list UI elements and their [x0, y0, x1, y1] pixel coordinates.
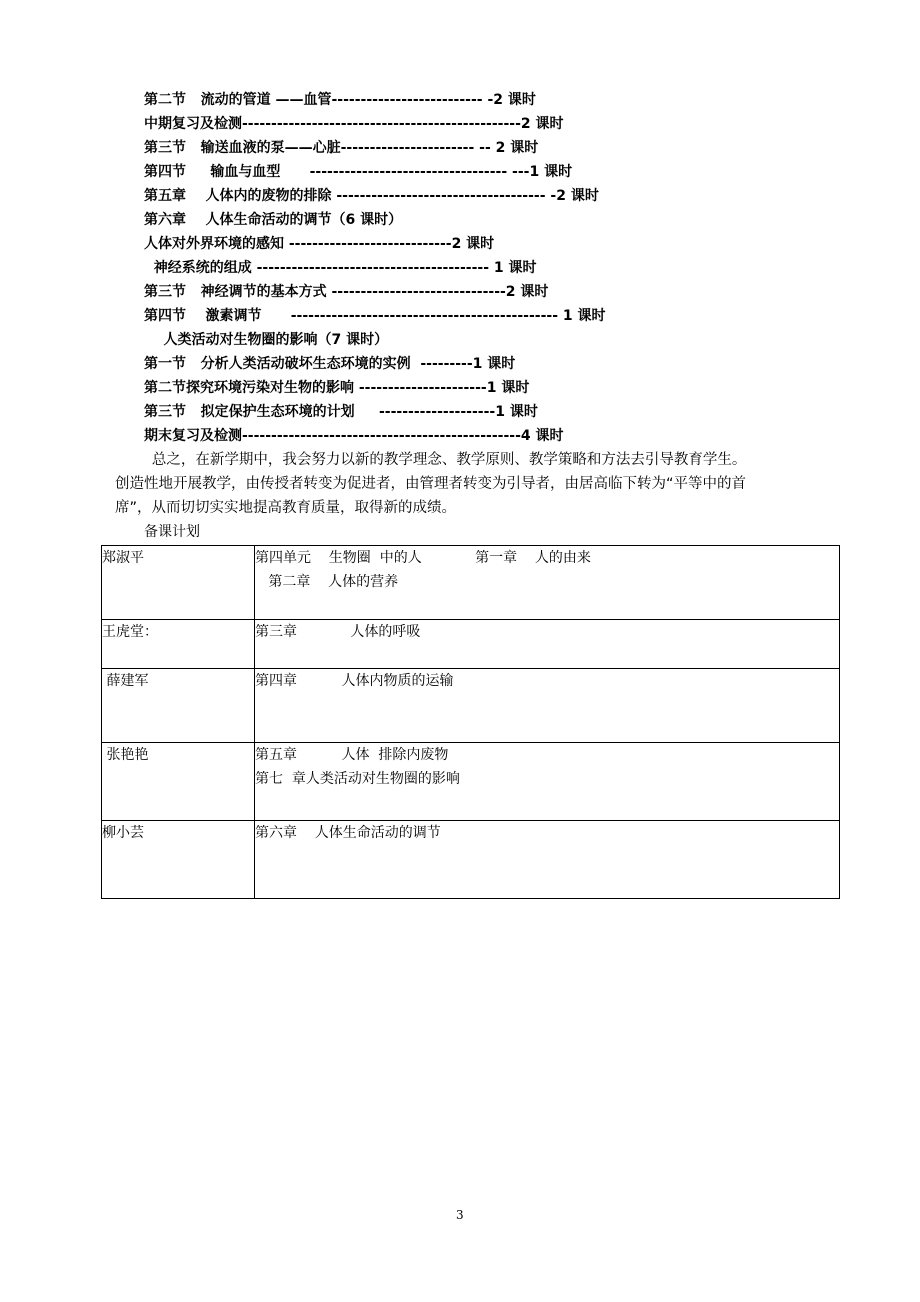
- schedule-line: 第二节探究环境污染对生物的影响 ----------------------1 课时: [144, 380, 530, 396]
- schedule-line: 第三节 输送血液的泵——心脏----------------------- -- 2 课时: [144, 140, 539, 156]
- teacher-cell: 王虎堂：: [102, 620, 255, 669]
- schedule-line: 期末复习及检测------------------------------------------------4 课时: [144, 428, 564, 444]
- content-cell: 第三章 人体的呼吸: [255, 620, 840, 669]
- teacher-cell: 郑淑平: [102, 546, 255, 620]
- schedule-line: 第二节 流动的管道 ——血管-------------------------- -2 课时: [144, 92, 536, 108]
- table-row: [102, 669, 840, 743]
- schedule-line: 第三节 拟定保护生态环境的计划 --------------------1 课时: [144, 404, 538, 420]
- content-cell: 第四单元 生物圈 中的人 第一章 人的由来 第二章 人体的营养: [255, 546, 840, 620]
- summary-line: 创造性地开展教学，由传授者转变为促进者，由管理者转变为引导者，由居高临下转为“平等中的首: [115, 476, 747, 492]
- table-row: [102, 620, 840, 669]
- schedule-line: 第四节 输血与血型 ---------------------------------- ---1 课时: [144, 164, 573, 180]
- schedule-line: 人类活动对生物圈的影响（7 课时）: [144, 332, 389, 348]
- schedule-line: 第六章 人体生命活动的调节（6 课时）: [144, 212, 403, 228]
- table-row: [102, 546, 840, 620]
- content-cell: 第四章 人体内物质的运输: [255, 669, 840, 743]
- schedule-line: 人体对外界环境的感知 ----------------------------2 课时: [144, 236, 495, 252]
- schedule-line: 第三节 神经调节的基本方式 ------------------------------2 课时: [144, 284, 549, 300]
- content-cell: 第五章 人体 排除内废物 第七 章人类活动对生物圈的影响: [255, 743, 840, 821]
- schedule-line: 神经系统的组成 ---------------------------------------- 1 课时: [144, 260, 537, 276]
- table-row: [102, 821, 840, 899]
- page-number: 3: [456, 1208, 464, 1222]
- content-cell: 第六章 人体生命活动的调节: [255, 821, 840, 899]
- teacher-cell: 张艳艳: [102, 743, 255, 821]
- summary-line: 席”，从而切切实实地提高教育质量，取得新的成绩。: [115, 500, 457, 516]
- schedule-line: 第四节 激素调节 ---------------------------------------------- 1 课时: [144, 308, 606, 324]
- lesson-plan-table: [101, 545, 840, 899]
- summary-line: 总之，在新学期中，我会努力以新的教学理念、教学原则、教学策略和方法去引导教育学生。: [115, 452, 747, 468]
- teacher-cell: 柳小芸: [102, 821, 255, 899]
- plan-title: 备课计划: [144, 524, 200, 540]
- schedule-line: 第五章 人体内的废物的排除 ------------------------------------ -2 课时: [144, 188, 599, 204]
- teacher-cell: 薛建军: [102, 669, 255, 743]
- schedule-line: 中期复习及检测------------------------------------------------2 课时: [144, 116, 564, 132]
- table-row: [102, 743, 840, 821]
- schedule-line: 第一节 分析人类活动破坏生态环境的实例 ---------1 课时: [144, 356, 516, 372]
